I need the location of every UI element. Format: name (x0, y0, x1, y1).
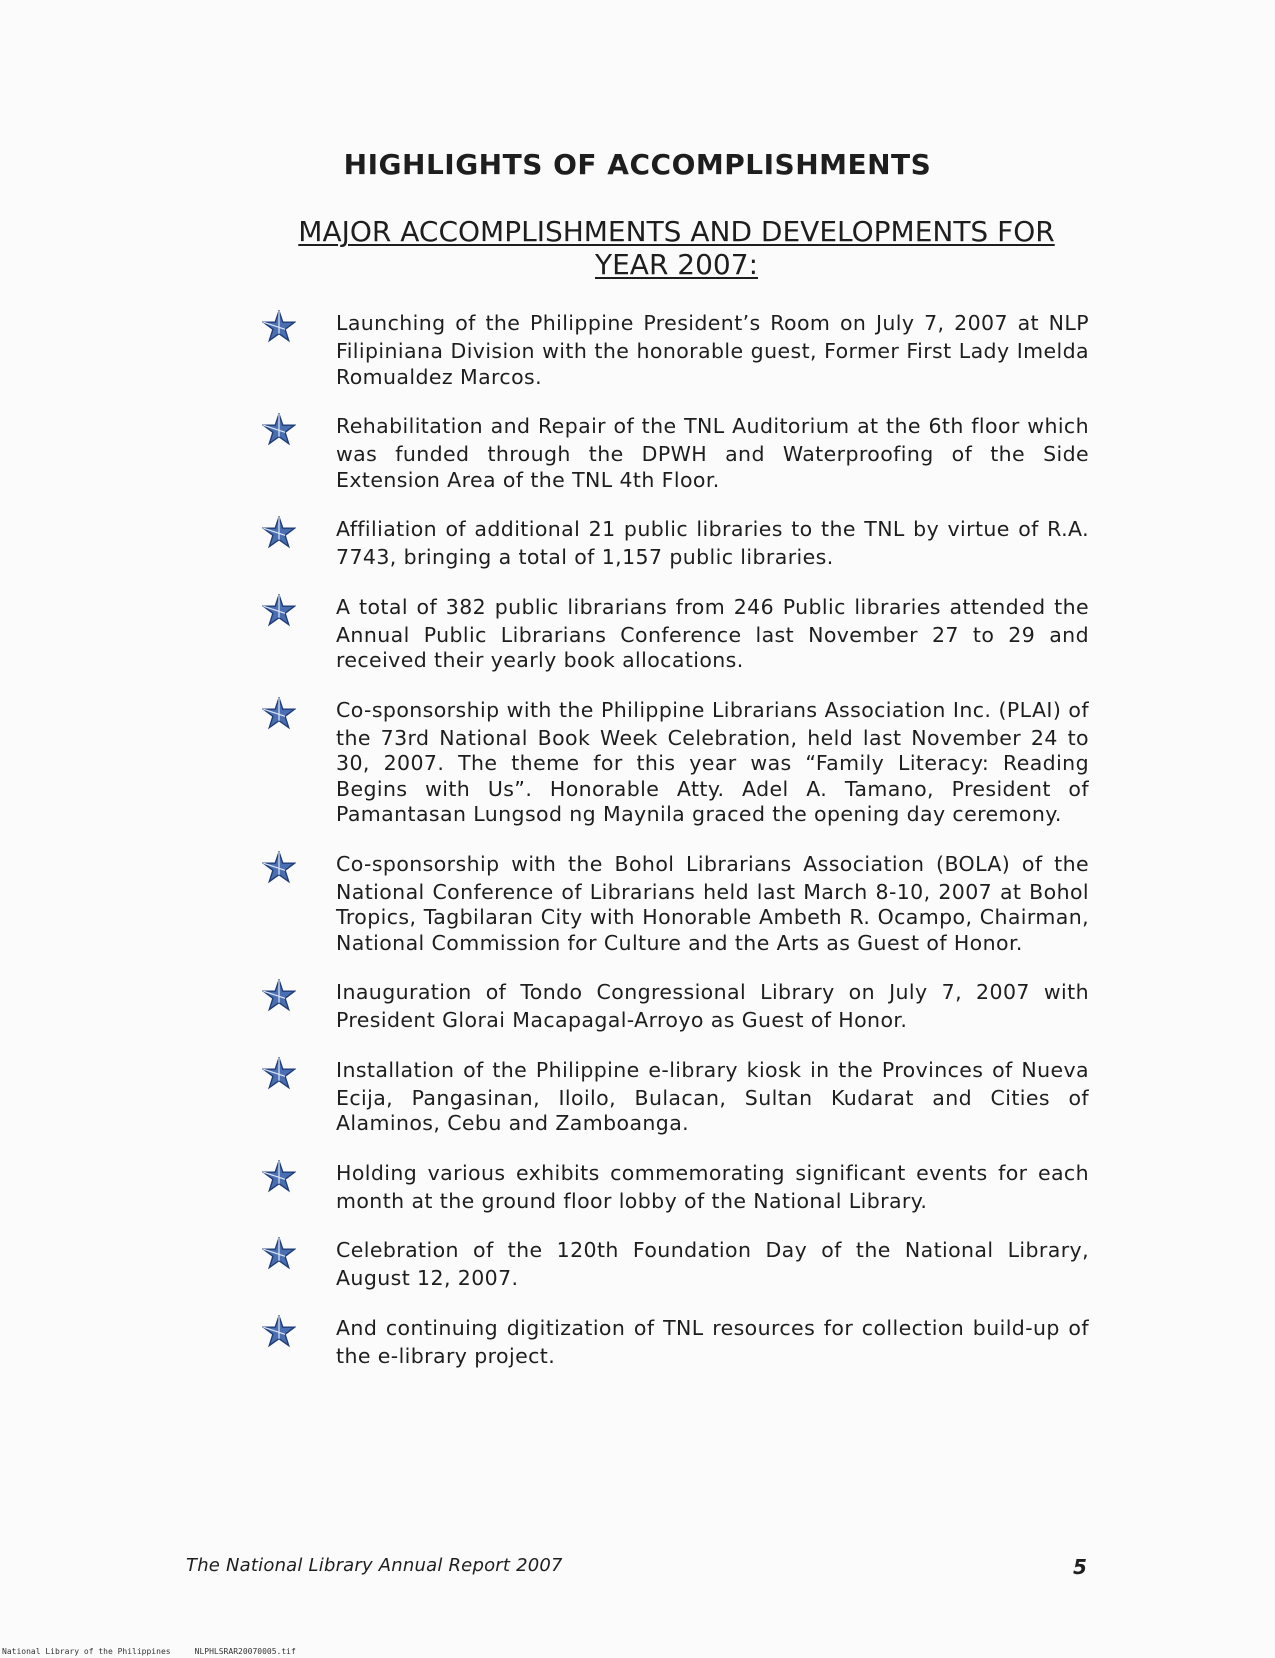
list-item-text: Co-sponsorship with the Bohol Librarians Association (BOLA) of the National Conference of Librarians held last March 8-10, 2007 at Bohol Tropics, Tagbilaran City with Honorable Ambeth R. Ocampo, Chairman, National Commission for Culture and the Arts as Guest of Honor. (336, 851, 1089, 955)
list-item (262, 849, 1089, 957)
blue-star-icon (262, 851, 296, 885)
accomplishments-list (262, 308, 1089, 1390)
list-item-text: Inauguration of Tondo Congressional Library on July 7, 2007 with President Glorai Macapagal-Arroyo as Guest of Honor. (336, 980, 1089, 1032)
list-item (262, 1158, 1089, 1215)
section-title-line-2: YEAR 2007: (595, 248, 758, 281)
list-item-text: Installation of the Philippine e-library kiosk in the Provinces of Nueva Ecija, Pangasinan, Iloilo, Bulacan, Sultan Kudarat and Cities of Alaminos, Cebu and Zamboanga. (336, 1057, 1089, 1135)
scan-stamp: National Library of the Philippines NLPHLSRAR20070005.tif (2, 1647, 296, 1656)
page-title: HIGHLIGHTS OF ACCOMPLISHMENTS (343, 148, 932, 181)
list-item-text: Affiliation of additional 21 public libraries to the TNL by virtue of R.A. 7743, bringing a total of 1,157 public libraries. (336, 517, 1089, 569)
list-item (262, 308, 1089, 390)
list-item-text: Launching of the Philippine President’s Room on July 7, 2007 at NLP Filipiniana Division with the honorable guest, Former First Lady Imelda Romualdez Marcos. (336, 311, 1089, 389)
footer-report-title: The National Library Annual Report 2007 (186, 1555, 563, 1576)
list-item-text: Co-sponsorship with the Philippine Librarians Association Inc. (PLAI) of the 73rd National Book Week Celebration, held last November 24 to 30, 2007. The theme for this year was “Family Literacy: Reading Begins with Us”. Honorable Atty. Adel A. Tamano, President of Pamantasan Lungsod ng Maynila graced the opening day ceremony. (336, 697, 1089, 826)
blue-star-icon (262, 310, 296, 344)
list-item (262, 592, 1089, 674)
blue-star-icon (262, 594, 296, 628)
blue-star-icon (262, 413, 296, 447)
list-item-text: Rehabilitation and Repair of the TNL Auditorium at the 6th floor which was funded through the DPWH and Waterproofing of the Side Extension Area of the TNL 4th Floor. (336, 414, 1089, 492)
list-item (262, 695, 1089, 828)
list-item (262, 1055, 1089, 1137)
section-title (0, 215, 1275, 281)
list-item (262, 977, 1089, 1034)
list-item-text: Holding various exhibits commemorating significant events for each month at the ground floor lobby of the National Library. (336, 1160, 1089, 1213)
list-item (262, 411, 1089, 493)
list-item-text: Celebration of the 120th Foundation Day of the National Library, August 12, 2007. (336, 1238, 1089, 1290)
blue-star-icon (262, 1315, 296, 1349)
blue-star-icon (262, 697, 296, 731)
blue-star-icon (262, 979, 296, 1013)
blue-star-icon (262, 1160, 296, 1194)
section-title-line-1: MAJOR ACCOMPLISHMENTS AND DEVELOPMENTS FOR (298, 215, 1055, 248)
list-item (262, 1313, 1089, 1370)
blue-star-icon (262, 1057, 296, 1091)
blue-star-icon (262, 1237, 296, 1271)
list-item (262, 1235, 1089, 1292)
list-item (262, 514, 1089, 571)
blue-star-icon (262, 516, 296, 550)
list-item-text: A total of 382 public librarians from 246 Public libraries attended the Annual Public Librarians Conference last November 27 to 29 and received their yearly book allocations. (336, 594, 1089, 672)
list-item-text: And continuing digitization of TNL resources for collection build-up of the e-library project. (336, 1315, 1089, 1368)
footer-page-number: 5 (1073, 1555, 1087, 1579)
